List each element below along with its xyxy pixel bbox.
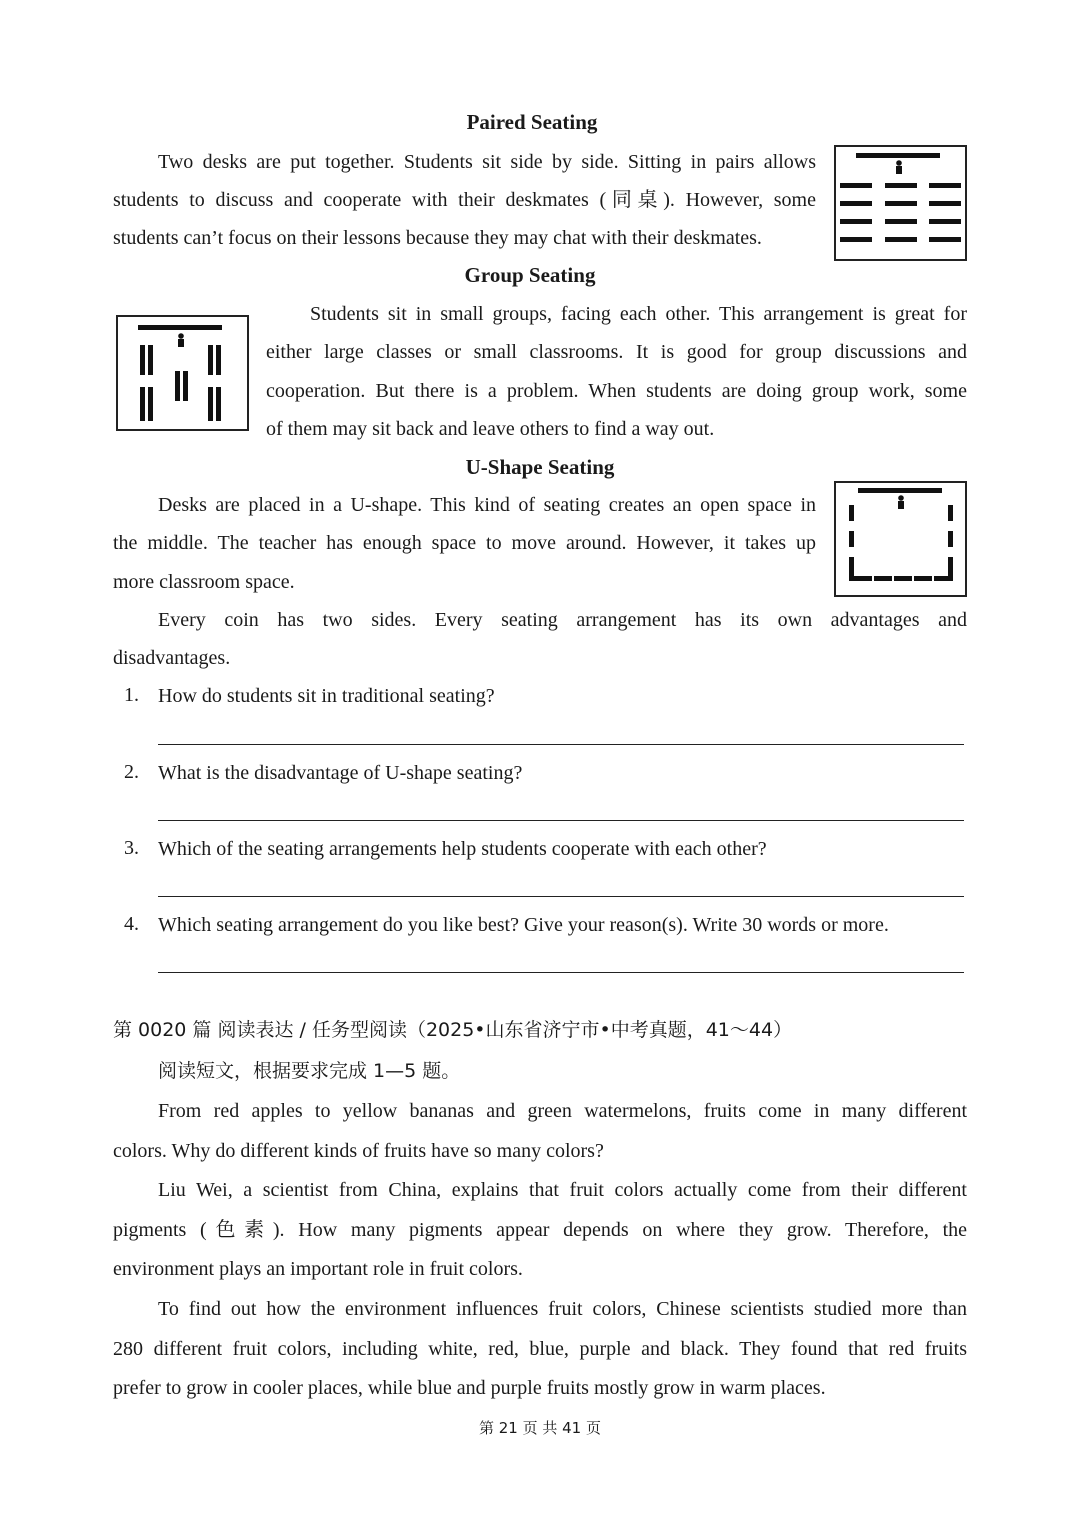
u-shape-seating-title: U-Shape Seating xyxy=(465,455,615,479)
question-2-number: 2. xyxy=(124,761,139,783)
section-header: 第 0020 篇 阅读表达 / 任务型阅读（2025•山东省济宁市•中考真题，41～44） xyxy=(113,1019,793,1041)
question-2-text: What is the disadvantage of U-shape seating? xyxy=(158,762,523,784)
section-instruction: 阅读短文，根据要求完成 1—5 题。 xyxy=(158,1060,461,1082)
question-3-text: Which of the seating arrangements help students cooperate with each other? xyxy=(158,838,767,860)
passage-line-5: environment plays an important role in fruit colors. xyxy=(113,1258,523,1280)
paired-seating-title: Paired Seating xyxy=(466,110,598,134)
group-line-4: of them may sit back and leave others to find a way out. xyxy=(266,418,715,440)
paired-line-1: Two desks are put together. Students sit side by side. Sitting in pairs allows xyxy=(158,151,816,173)
u-shape-seating-diagram xyxy=(834,481,967,597)
passage-line-4: pigments (色素). How many pigments appear depends on where they grow. Therefore, the xyxy=(113,1219,967,1241)
passage-line-2: colors. Why do different kinds of fruits have so many colors? xyxy=(113,1140,604,1162)
passage-line-8: prefer to grow in cooler places, while blue and purple fruits mostly grow in warm places. xyxy=(113,1377,826,1399)
passage-line-7: 280 different fruit colors, including white, red, blue, purple and black. They found that red fruits xyxy=(113,1338,967,1360)
paired-seating-diagram xyxy=(834,145,967,261)
answer-line-4[interactable] xyxy=(158,972,964,973)
group-line-3: cooperation. But there is a problem. When students are doing group work, some xyxy=(266,380,967,402)
question-3-number: 3. xyxy=(124,837,139,859)
ushape-line-1: Desks are placed in a U-shape. This kind of seating creates an open space in xyxy=(158,494,816,516)
conclusion-line-2: disadvantages. xyxy=(113,647,231,669)
ushape-line-3: more classroom space. xyxy=(113,571,295,593)
group-seating-diagram xyxy=(116,315,249,431)
page-footer: 第 21 页 共 41 页 xyxy=(478,1419,601,1437)
conclusion-line-1: Every coin has two sides. Every seating arrangement has its own advantages and xyxy=(158,609,967,631)
answer-line-1[interactable] xyxy=(158,744,964,745)
question-4-number: 4. xyxy=(124,913,139,935)
answer-line-2[interactable] xyxy=(158,820,964,821)
question-1-number: 1. xyxy=(124,684,139,706)
paired-line-2: students to discuss and cooperate with their deskmates (同桌). However, some xyxy=(113,189,816,211)
ushape-line-2: the middle. The teacher has enough space to move around. However, it takes up xyxy=(113,532,816,554)
answer-line-3[interactable] xyxy=(158,896,964,897)
passage-line-6: To find out how the environment influences fruit colors, Chinese scientists studied more than xyxy=(158,1298,967,1320)
group-line-2: either large classes or small classrooms. It is good for group discussions and xyxy=(266,341,967,363)
paired-line-3: students can’t focus on their lessons because they may chat with their deskmates. xyxy=(113,227,762,249)
group-line-1: Students sit in small groups, facing each other. This arrangement is great for xyxy=(310,303,967,325)
passage-line-3: Liu Wei, a scientist from China, explains that fruit colors actually come from their different xyxy=(158,1179,967,1201)
passage-line-1: From red apples to yellow bananas and green watermelons, fruits come in many different xyxy=(158,1100,967,1122)
question-1-text: How do students sit in traditional seating? xyxy=(158,685,495,707)
group-seating-title: Group Seating xyxy=(464,263,596,287)
question-4-text: Which seating arrangement do you like best? Give your reason(s). Write 30 words or more. xyxy=(158,914,889,936)
